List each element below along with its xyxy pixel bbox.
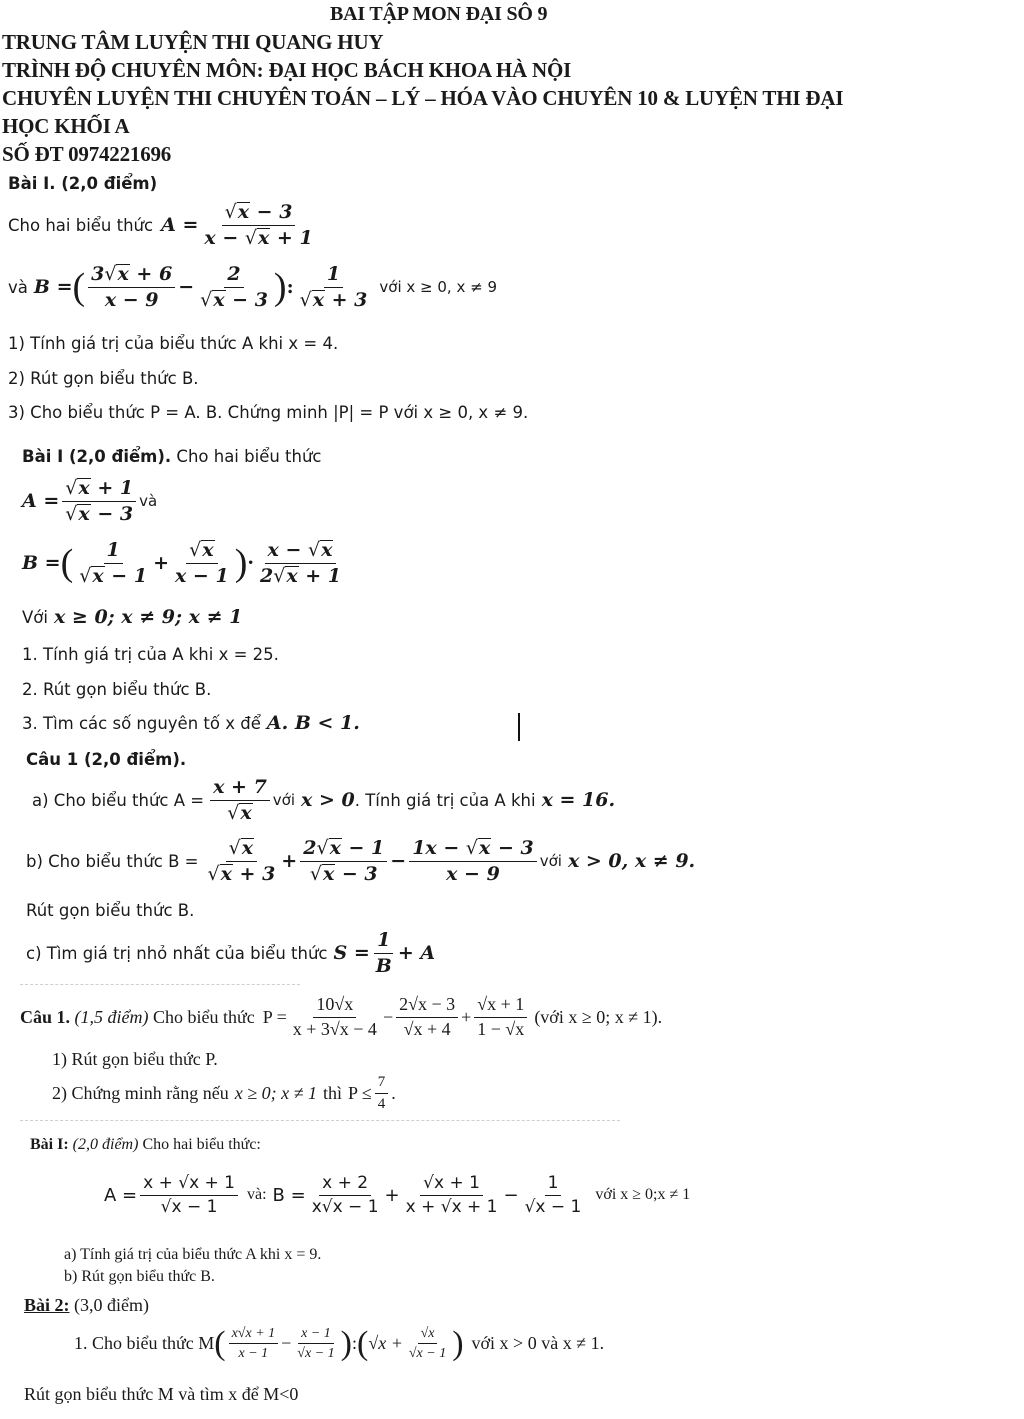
p5-cond: với x ≥ 0;x ≠ 1 <box>595 1186 691 1204</box>
p1-q2: 2) Rút gọn biểu thức B. <box>8 369 199 388</box>
center-name: TRUNG TÂM LUYỆN THI QUANG HUY <box>2 30 384 54</box>
p5-heading-it: (2,0 điểm) <box>68 1136 139 1153</box>
p4-heading-it: (1,5 điểm) <box>70 1006 149 1027</box>
p2-q2: 2. Rút gọn biểu thức B. <box>22 680 212 699</box>
p2-expr-b: B = ( $\frac{1}{√x - 1}$ + $\frac{√x}{x - 1}$ ) · $\frac{x - √x}{2√x + 1}$ <box>22 539 342 587</box>
p1-q3: 3) Cho biểu thức P = A. B. Chứng minh |P| = P với x ≥ 0, x ≠ 9. <box>8 403 529 422</box>
p3-a-pre: a) Cho biểu thức A = <box>32 790 205 810</box>
p2-cond: Với x ≥ 0; x ≠ 9; x ≠ 1 <box>22 606 243 628</box>
p3-b-line2: Rút gọn biểu thức B. <box>26 901 195 920</box>
p5-heading-rest: Cho hai biểu thức: <box>138 1136 261 1153</box>
p1-intro: Cho hai biểu thức <box>8 215 154 235</box>
p6-cond: với x > 0 và x ≠ 1. <box>471 1333 605 1354</box>
p5-and: và: <box>247 1186 267 1204</box>
p5-qa: a) Tính giá trị của biểu thức A khi x = 9. <box>64 1246 322 1263</box>
p2-heading <box>22 447 322 466</box>
p3-c: c) Tìm giá trị nhỏ nhất của biểu thức S = $\frac{1}{B}$ + A <box>26 929 436 977</box>
p1-expr-a: Cho hai biểu thức A = $\frac{√x - 3}{x - √x + 1}$ <box>8 201 313 249</box>
p6-heading-bold: Bài 2: <box>24 1295 70 1315</box>
separator <box>20 1120 620 1121</box>
p2-heading-rest: Cho hai biểu thức <box>171 447 322 466</box>
p4-intro: Cho biểu thức <box>148 1006 255 1027</box>
p4-q2-mid: x ≥ 0; x ≠ 1 <box>234 1082 317 1103</box>
p4-q1: 1) Rút gọn biểu thức P. <box>52 1049 218 1069</box>
document-title: BAI TẬP MON ĐẠI SÔ 9 <box>330 3 548 25</box>
p4-q2-then: thì <box>322 1082 342 1103</box>
p6-heading-rest: (3,0 điểm) <box>69 1295 149 1315</box>
p4-expr: Câu 1. (1,5 điểm) Cho biểu thức P = $\frac{10√x}{x + 3√x - 4}$ − $\frac{2√x - 3}{√x + 4}$ + $\frac{√x + 1}{1 - √x}$ (với x ≥ 0; x ≠ 1). <box>20 994 663 1039</box>
p3-b-pre: b) Cho biểu thức B = <box>26 851 199 871</box>
p3-a: a) Cho biểu thức A = $\frac{x + 7}{√x}$ với x > 0 . Tính giá trị của A khi x = 16. <box>32 776 616 824</box>
p2-and: và <box>139 492 158 511</box>
p6-heading <box>24 1295 149 1316</box>
p6-line2: Rút gọn biểu thức M và tìm x để M<0 <box>24 1384 299 1404</box>
p2-expr-a: A = $\frac{√x + 1}{√x - 3}$ và <box>22 477 158 525</box>
p4-heading-bold: Câu 1. <box>20 1006 71 1027</box>
p5-heading <box>30 1136 261 1154</box>
p4-q2: 2) Chứng minh rằng nếu x ≥ 0; x ≠ 1 thì P ≤ $\frac{7}{4}$ . <box>52 1074 396 1112</box>
p3-a-post: . Tính giá trị của A khi <box>354 790 536 810</box>
p6-expr: 1. Cho biểu thức M ( $\frac{x√x + 1}{x - 1}$ − $\frac{x - 1}{√x - 1}$ ) : ( √x + $\frac{√x}{√x - 1}$ ) với x > 0 và x ≠ 1. <box>74 1324 605 1362</box>
p2-q3-text: 3. Tìm các số nguyên tố x để <box>22 713 261 733</box>
p1-q1: 1) Tính giá trị của biểu thức A khi x = 4. <box>8 334 339 353</box>
p1-cond: với x ≥ 0, x ≠ 9 <box>379 278 497 297</box>
level-line: TRÌNH ĐỘ CHUYÊN MÔN: ĐẠI HỌC BÁCH KHOA HÀ NỘI <box>2 58 572 82</box>
p3-heading: Câu 1 (2,0 điểm). <box>26 750 187 769</box>
p1-heading: Bài I. (2,0 điểm) <box>8 174 158 193</box>
p2-heading-bold: Bài I (2,0 điểm). <box>22 447 172 466</box>
p2-q1: 1. Tính giá trị của A khi x = 25. <box>22 645 279 664</box>
phone-line: SỐ ĐT 0974221696 <box>2 142 172 166</box>
p2-cond-word: Với <box>22 607 48 627</box>
p5-exprs: A = $\frac{x + √x + 1}{√x - 1}$ và: B = $\frac{x + 2}{x√x - 1}$ + $\frac{√x + 1}{x + √x + 1}$ − $\frac{1}{√x - 1}$ với x ≥ 0;x ≠ 1 <box>104 1173 691 1217</box>
p3-b-post: với <box>539 852 562 871</box>
text-cursor <box>518 713 520 741</box>
p3-a-mid: với <box>272 791 296 810</box>
p1-and: và <box>8 277 28 297</box>
p5-qb: b) Rút gọn biểu thức B. <box>64 1268 215 1285</box>
p5-heading-bold: Bài I: <box>30 1136 69 1153</box>
p3-c-pre: c) Tìm giá trị nhỏ nhất của biểu thức <box>26 943 328 963</box>
courses-line-1: CHUYÊN LUYỆN THI CHUYÊN TOÁN – LÝ – HÓA VÀO CHUYÊN 10 & LUYỆN THI ĐẠI <box>2 86 844 110</box>
p4-cond: (với x ≥ 0; x ≠ 1). <box>534 1006 663 1027</box>
separator <box>20 984 300 985</box>
p2-q3: 3. Tìm các số nguyên tố x để A. B < 1. <box>22 712 360 734</box>
p6-line1-pre: 1. Cho biểu thức M <box>74 1333 215 1354</box>
p4-q2-pre: 2) Chứng minh rằng nếu <box>52 1082 229 1103</box>
p1-expr-b: và B = ( $\frac{3√x + 6}{x - 9}$ − $\frac{2}{√x - 3}$ ) : $\frac{1}{√x + 3}$ với x ≥ 0, x ≠ 9 <box>8 263 497 311</box>
courses-line-2: HỌC KHỐI A <box>2 114 130 138</box>
p3-b: b) Cho biểu thức B = $\frac{√x}{√x + 3}$ + $\frac{2√x - 1}{√x - 3}$ − $\frac{1x - √x - 3}{x - 9}$ với x > 0, x ≠ 9. <box>26 837 696 885</box>
